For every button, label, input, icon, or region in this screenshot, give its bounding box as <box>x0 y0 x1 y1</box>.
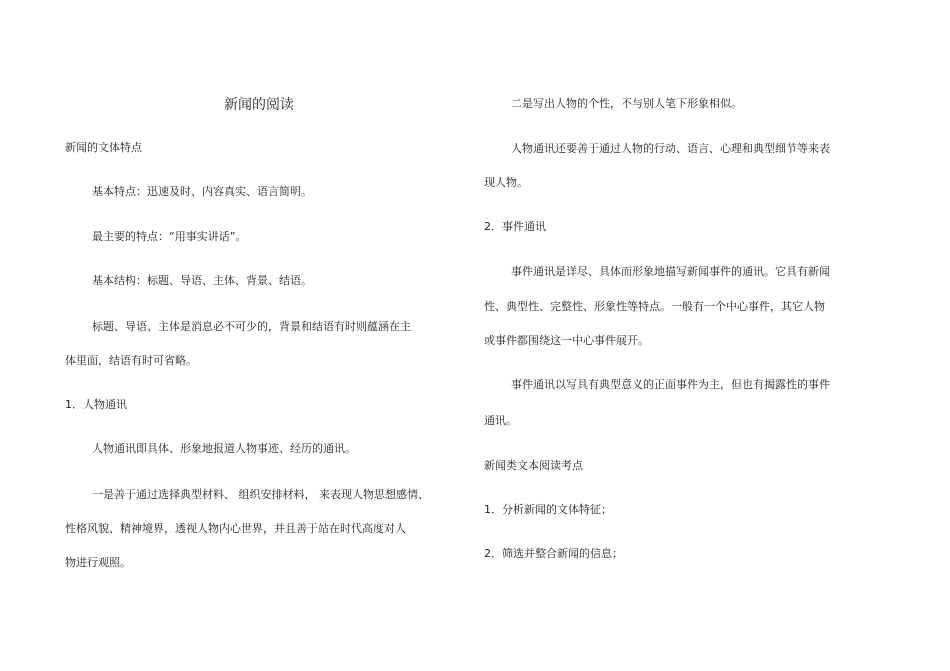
paragraph-event-report-focus-line-1: 事件通讯以写具有典型意义的正面事件为主，但也有揭露性的事件 <box>511 378 830 391</box>
paragraph-main-feature: 最主要的特点：“用事实讲话”。 <box>92 230 247 243</box>
paragraph-person-report-method-line-2: 现人物。 <box>484 176 528 189</box>
document-title: 新闻的阅读 <box>224 97 294 113</box>
paragraph-person-report-point-1-line-2: 性格风貌、精神境界，透视人物内心世界，并且善于站在时代高度对人 <box>65 522 406 535</box>
exam-point-2: 2．筛选并整合新闻的信息； <box>484 547 623 560</box>
section-heading-features: 新闻的文体特点 <box>65 141 142 154</box>
section-heading-person-report: 1．人物通讯 <box>65 398 127 411</box>
paragraph-event-report-definition-line-1: 事件通讯是详尽、具体而形象地描写新闻事件的通讯。它具有新闻 <box>511 265 830 278</box>
paragraph-basic-structure: 基本结构：标题、导语、主体、背景、结语。 <box>92 274 312 287</box>
exam-point-1: 1．分析新闻的文体特征； <box>484 503 612 516</box>
paragraph-person-report-definition: 人物通讯即具体、形象地报道人物事迹、经历的通讯。 <box>92 442 356 455</box>
paragraph-event-report-definition-line-3: 或事件都围绕这一中心事件展开。 <box>484 334 649 347</box>
paragraph-event-report-definition-line-2: 性、典型性、完整性、形象性等特点。一般有一个中心事件，其它人物 <box>484 300 825 313</box>
paragraph-structure-note-line-2: 体里面，结语有时可省略。 <box>65 354 197 367</box>
section-heading-exam-points: 新闻类文本阅读考点 <box>484 459 583 472</box>
paragraph-person-report-point-1-line-1: 一是善于通过选择典型材料、 组织安排材料， 来表现人物思想感情、 <box>92 488 429 501</box>
section-heading-event-report: 2．事件通讯 <box>484 220 546 233</box>
paragraph-person-report-point-2: 二是写出人物的个性，不与别人笔下形象相似。 <box>511 97 742 110</box>
paragraph-person-report-method-line-1: 人物通讯还要善于通过人物的行动、语言、心理和典型细节等来表 <box>511 142 830 155</box>
paragraph-basic-features: 基本特点：迅速及时、内容真实、语言简明。 <box>92 185 312 198</box>
paragraph-person-report-point-1-line-3: 物进行观照。 <box>65 556 131 569</box>
paragraph-event-report-focus-line-2: 通讯。 <box>484 414 517 427</box>
paragraph-structure-note-line-1: 标题、导语、主体是消息必不可少的，背景和结语有时则蕴涵在主 <box>92 320 411 333</box>
